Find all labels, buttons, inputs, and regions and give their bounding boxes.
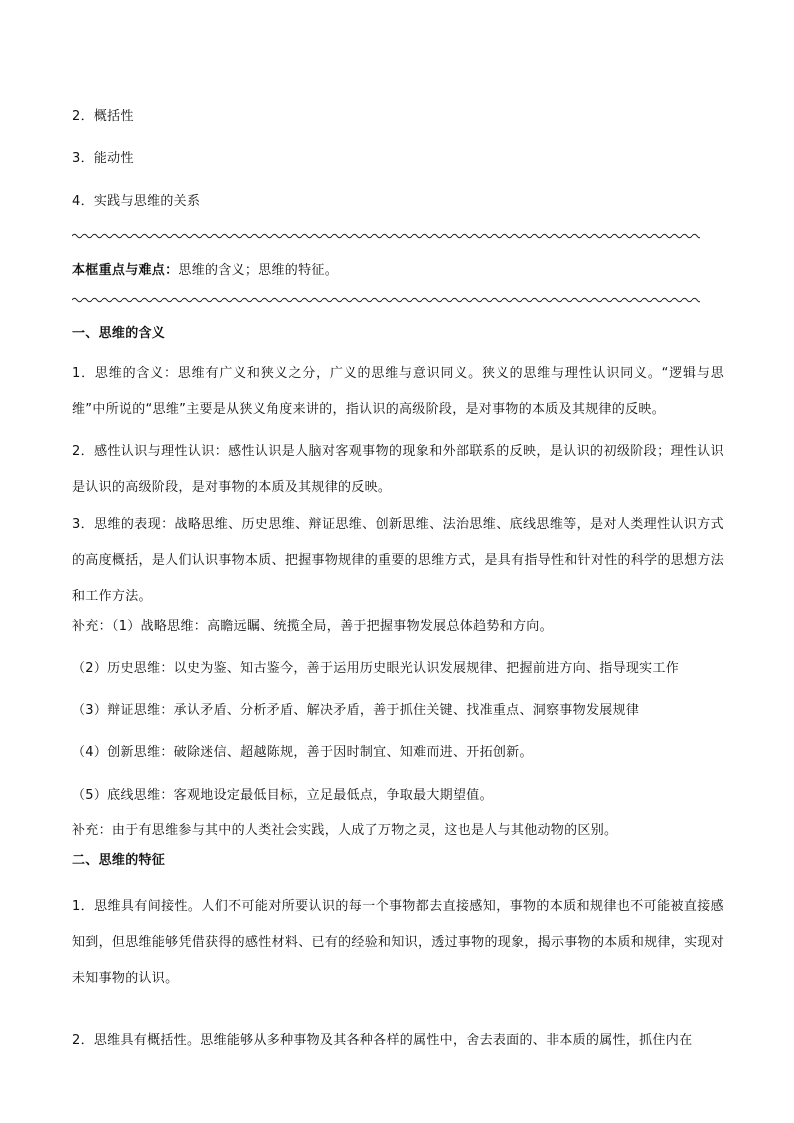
supplement-practice: 补充：由于有思维参与其中的人类社会实践，人成了万物之灵，这也是人与其他动物的区别。 (72, 823, 618, 838)
tilde-line (72, 231, 712, 241)
paragraph-indirectness: 1．思维具有间接性。人们不可能对所要认识的每一个事物都去直接感知，事物的本质和规律也不可能被直接感知到，但思维能够凭借获得的感性材料、已有的经验和知识，透过事物的现象，揭示事物的本质和规律，实现对未知事物的认识。 (72, 899, 724, 986)
tilde-divider-bottom (72, 295, 712, 305)
section-heading-1: 一、思维的含义 (72, 326, 166, 341)
key-points-line (72, 257, 724, 285)
supplement-dialectical: （3）辩证思维：承认矛盾、分析矛盾、解决矛盾，善于抓住关键、找准重点、洞察事物发展规律 (72, 703, 640, 718)
supplement-historical: （2）历史思维：以史为鉴、知古鉴今，善于运用历史眼光认识发展规律、把握前进方向、指导现实工作 (72, 661, 680, 676)
outline-item-4: 4．实践与思维的关系 (72, 194, 201, 209)
section-heading-2: 二、思维的特征 (72, 853, 166, 868)
supplement-bottom-line: （5）底线思维：客观地设定最低目标，立足最低点，争取最大期望值。 (72, 788, 493, 803)
outline-item-3: 3．能动性 (72, 151, 134, 166)
tilde-divider-top (72, 231, 712, 241)
paragraph-generality: 2．思维具有概括性。思维能够从多种事物及其各种各样的属性中，舍去表面的、非本质的属性，抓住内在 (72, 1033, 693, 1048)
paragraph-manifestations: 3．思维的表现：战略思维、历史思维、辩证思维、创新思维、法治思维、底线思维等，是对人类理性认识方式的高度概括，是人们认识事物本质、把握事物规律的重要的思维方式，是具有指导性和针对性的科学的思想方法和工作方法。 (72, 517, 724, 604)
tilde-line (72, 295, 712, 305)
outline-item-2: 2．概括性 (72, 109, 134, 124)
supplement-strategic: 补充：（1）战略思维：高瞻远瞩、统揽全局，善于把握事物发展总体趋势和方向。 (72, 619, 553, 634)
paragraph-definition: 1．思维的含义：思维有广义和狭义之分，广义的思维与意识同义。狭义的思维与理性认识同义。“逻辑与思维”中所说的“思维”主要是从狭义角度来讲的，指认识的高级阶段，是对事物的本质及其规律的反映。 (72, 366, 724, 417)
key-points-label: 本框重点与难点： (72, 263, 179, 278)
supplement-innovative: （4）创新思维：破除迷信、超越陈规，善于因时制宜、知难而进、开拓创新。 (72, 745, 533, 760)
key-points-text: 思维的含义；思维的特征。 (178, 263, 339, 278)
paragraph-perceptual-rational: 2．感性认识与理性认识：感性认识是人脑对客观事物的现象和外部联系的反映，是认识的初级阶段；理性认识是认识的高级阶段，是对事物的本质及其规律的反映。 (72, 444, 724, 495)
